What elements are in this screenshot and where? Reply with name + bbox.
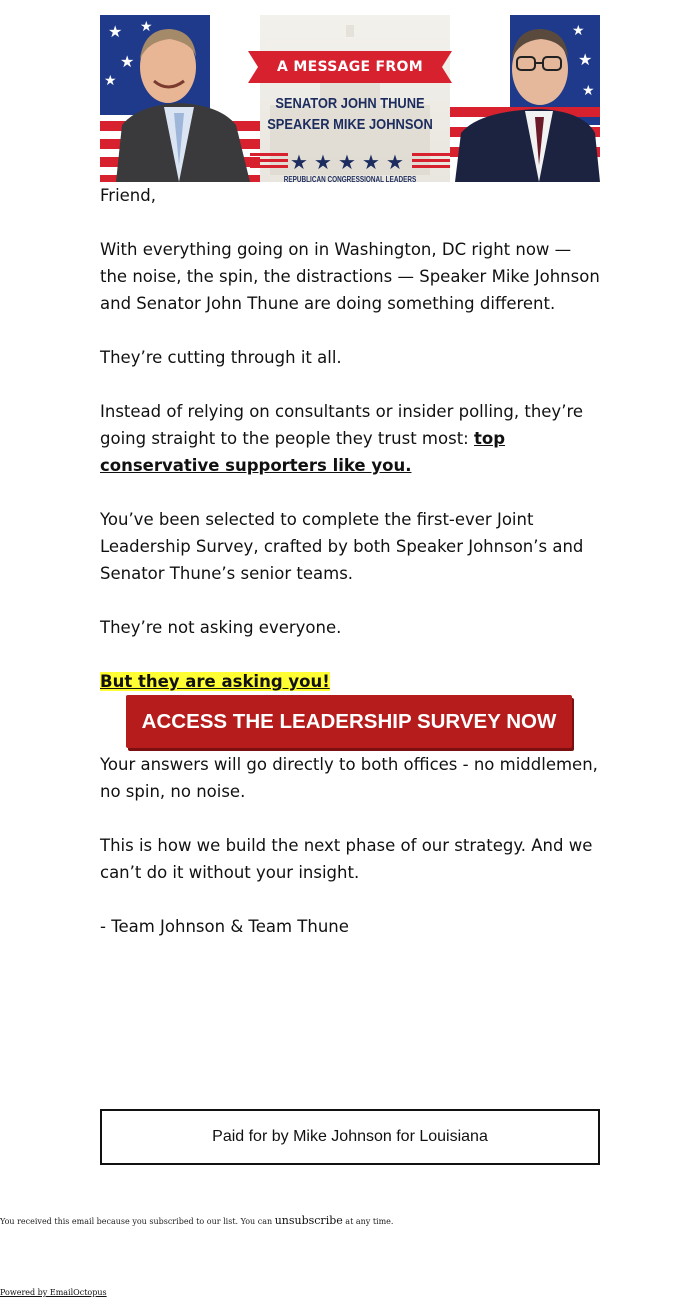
leader-names — [264, 93, 436, 135]
name-line-2: SPEAKER MIKE JOHNSON — [267, 116, 433, 133]
svg-text:★: ★ — [582, 83, 595, 99]
svg-text:★: ★ — [314, 150, 332, 171]
svg-text:★: ★ — [108, 22, 123, 41]
signature: - Team Johnson & Team Thune — [100, 917, 349, 936]
ribbon-label: A MESSAGE FROM — [277, 59, 423, 75]
svg-text:★: ★ — [104, 73, 117, 89]
highlight-line — [100, 668, 600, 695]
svg-text:★: ★ — [362, 150, 380, 171]
svg-text:★: ★ — [290, 150, 308, 171]
paragraph-1: With everything going on in Washington, DC right now — the noise, the spin, the distractions — Speaker Mike Johnson and Senator John Thune are doing something different. — [100, 240, 600, 313]
paragraph-7: This is how we build the next phase of our strategy. And we can’t do it without your insight. — [100, 836, 593, 882]
access-survey-button[interactable]: ACCESS THE LEADERSHIP SURVEY NOW — [126, 695, 572, 748]
senator-thune-photo — [108, 15, 250, 182]
paragraph-6: Your answers will go directly to both offices - no middlemen, no spin, no noise. — [100, 755, 598, 801]
svg-text:★: ★ — [578, 50, 593, 69]
footer-note-before: You received this email because you subscribed to our list. You can — [0, 1217, 275, 1226]
paid-for-disclaimer: Paid for by Mike Johnson for Louisiana — [100, 1109, 600, 1165]
svg-text:★: ★ — [120, 52, 135, 71]
paragraph-5: They’re not asking everyone. — [100, 618, 342, 637]
footer-note — [0, 1214, 393, 1227]
highlight-text: But they are asking you! — [100, 672, 330, 691]
footer-note-after: at any time. — [342, 1217, 394, 1226]
unsubscribe-link[interactable]: unsubscribe — [274, 1214, 343, 1227]
stars-stripes-decoration — [250, 149, 450, 171]
paragraph-3-text: Instead of relying on consultants or insider polling, they’re going straight to the people they trust most: — [100, 402, 584, 448]
paragraph-4: You’ve been selected to complete the first-ever Joint Leadership Survey, crafted by both Speaker Johnson’s and Senator Thune’s senior teams. — [100, 510, 584, 583]
supporters-link[interactable]: top conservative supporters like you. — [100, 429, 506, 475]
banner-subtitle: REPUBLICAN CONGRESSIONAL LEADERS — [283, 175, 417, 182]
paragraph-2: They’re cutting through it all. — [100, 348, 342, 367]
svg-text:★: ★ — [338, 150, 356, 171]
header-banner — [100, 15, 600, 182]
greeting: Friend, — [100, 186, 156, 205]
name-line-1: SENATOR JOHN THUNE — [275, 95, 425, 112]
paragraph-3 — [100, 398, 600, 479]
powered-by-link[interactable]: Powered by EmailOctopus — [0, 1288, 107, 1297]
svg-text:★: ★ — [386, 150, 404, 171]
speaker-johnson-photo — [455, 15, 600, 182]
svg-text:★: ★ — [140, 19, 153, 35]
svg-text:★: ★ — [572, 23, 585, 39]
